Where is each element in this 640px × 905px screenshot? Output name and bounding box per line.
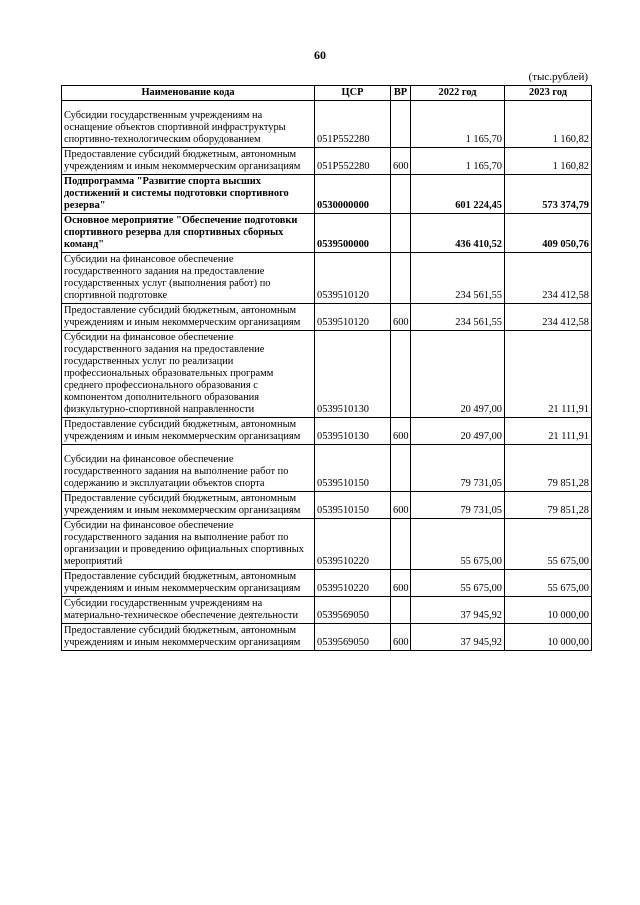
table-row — [62, 492, 592, 519]
row-name-cell-text: Предоставление субсидий бюджетным, автономным учреждениям и иным некоммерческим организациям — [64, 149, 301, 172]
row-2022-cell — [411, 304, 505, 331]
row-2023-cell — [505, 492, 592, 519]
row-csr-cell-text: 0539510150 — [317, 505, 369, 516]
row-name-cell-text: Предоставление субсидий бюджетным, автономным учреждениям и иным некоммерческим организациям — [64, 305, 301, 328]
row-name-cell — [62, 492, 315, 519]
row-csr-cell-text: 0539500000 — [317, 239, 369, 250]
row-name-cell — [62, 304, 315, 331]
row-2023-cell — [505, 445, 592, 492]
row-csr-cell-text: 0539510130 — [317, 404, 369, 415]
row-name-cell-text: Предоставление субсидий бюджетным, автономным учреждениям и иным некоммерческим организациям — [64, 419, 301, 442]
table-row — [62, 253, 592, 304]
row-csr-cell — [315, 304, 391, 331]
row-name-cell-text: Субсидии на финансовое обеспечение государственного задания на выполнение работ по содержанию и эксплуатации объектов спорта — [64, 454, 289, 489]
row-vr-cell — [391, 304, 411, 331]
row-vr-cell — [391, 624, 411, 651]
row-name-cell — [62, 519, 315, 570]
row-name-cell — [62, 101, 315, 148]
table-row — [62, 148, 592, 175]
row-vr-cell-text: 600 — [393, 317, 409, 328]
row-name-cell — [62, 331, 315, 418]
row-2022-cell — [411, 597, 505, 624]
row-csr-cell — [315, 597, 391, 624]
row-name-cell — [62, 418, 315, 445]
units-label: (тыс.рублей) — [528, 71, 588, 83]
table-row — [62, 597, 592, 624]
row-2022-cell-text: 55 675,00 — [460, 583, 502, 594]
row-2022-cell — [411, 519, 505, 570]
row-csr-cell — [315, 175, 391, 214]
row-2023-cell-text: 10 000,00 — [547, 610, 589, 621]
row-vr-cell — [391, 445, 411, 492]
row-name-cell — [62, 253, 315, 304]
header-2023: 2023 год — [505, 86, 592, 101]
row-2023-cell-text: 234 412,58 — [542, 317, 589, 328]
row-2023-cell-text: 79 851,28 — [547, 478, 589, 489]
row-2022-cell — [411, 253, 505, 304]
row-csr-cell — [315, 445, 391, 492]
row-name-cell-text: Субсидии на финансовое обеспечение государственного задания на предоставление государственных услуг (выполнения работ) по спортивной подготовке — [64, 254, 271, 301]
row-2022-cell — [411, 214, 505, 253]
row-csr-cell-text: 051P552280 — [317, 161, 370, 172]
row-csr-cell-text: 051P552280 — [317, 134, 370, 145]
header-name: Наименование кода — [62, 86, 315, 101]
row-vr-cell-text: 600 — [393, 431, 409, 442]
row-csr-cell-text: 0530000000 — [317, 200, 369, 211]
row-2023-cell — [505, 175, 592, 214]
row-2023-cell-text: 234 412,58 — [542, 290, 589, 301]
row-name-cell-text: Подпрограмма "Развитие спорта высших достижений и системы подготовки спортивного резерва" — [64, 176, 289, 211]
row-csr-cell — [315, 148, 391, 175]
row-2022-cell-text: 20 497,00 — [460, 404, 502, 415]
row-2022-cell — [411, 624, 505, 651]
row-2022-cell-text: 55 675,00 — [460, 556, 502, 567]
row-csr-cell — [315, 253, 391, 304]
row-2023-cell — [505, 418, 592, 445]
row-name-cell-text: Предоставление субсидий бюджетным, автономным учреждениям и иным некоммерческим организациям — [64, 571, 301, 594]
row-vr-cell — [391, 101, 411, 148]
row-2022-cell — [411, 570, 505, 597]
row-2022-cell-text: 20 497,00 — [460, 431, 502, 442]
row-name-cell-text: Предоставление субсидий бюджетным, автономным учреждениям и иным некоммерческим организациям — [64, 493, 301, 516]
header-csr: ЦСР — [315, 86, 391, 101]
row-name-cell-text: Субсидии государственным учреждениям на оснащение объектов спортивной инфраструктуры спортивно-технологическим оборудованием — [64, 110, 286, 145]
table-row — [62, 101, 592, 148]
row-2023-cell-text: 79 851,28 — [547, 505, 589, 516]
row-name-cell — [62, 445, 315, 492]
row-2022-cell-text: 234 561,55 — [455, 290, 502, 301]
row-2022-cell-text: 234 561,55 — [455, 317, 502, 328]
row-2023-cell-text: 10 000,00 — [547, 637, 589, 648]
row-csr-cell — [315, 492, 391, 519]
row-2023-cell — [505, 331, 592, 418]
row-2023-cell — [505, 148, 592, 175]
row-name-cell-text: Субсидии на финансовое обеспечение государственного задания на предоставление государственных услуг по реализации профессиональных образовательных программ среднего профессионального образования с компонентом дополнительного образования физкультурно-спортивной направленности — [64, 332, 274, 415]
row-csr-cell — [315, 624, 391, 651]
table-row — [62, 418, 592, 445]
row-csr-cell — [315, 101, 391, 148]
row-name-cell-text: Субсидии на финансовое обеспечение государственного задания на выполнение работ по организации и проведению официальных спортивных мероприятий — [64, 520, 304, 567]
row-2022-cell — [411, 445, 505, 492]
row-csr-cell — [315, 214, 391, 253]
row-name-cell-text: Основное мероприятие "Обеспечение подготовки спортивного резерва для спортивных сборных команд" — [64, 215, 298, 250]
row-name-cell-text: Субсидии государственным учреждениям на материально-техническое обеспечение деятельности — [64, 598, 299, 621]
row-vr-cell — [391, 331, 411, 418]
table-row — [62, 624, 592, 651]
row-2023-cell — [505, 253, 592, 304]
row-vr-cell — [391, 214, 411, 253]
row-name-cell-text: Предоставление субсидий бюджетным, автономным учреждениям и иным некоммерческим организациям — [64, 625, 301, 648]
table-row — [62, 570, 592, 597]
row-vr-cell-text: 600 — [393, 583, 409, 594]
row-2023-cell — [505, 624, 592, 651]
row-2023-cell — [505, 214, 592, 253]
row-2022-cell — [411, 331, 505, 418]
row-vr-cell — [391, 253, 411, 304]
row-vr-cell-text: 600 — [393, 161, 409, 172]
row-2023-cell-text: 409 050,76 — [542, 239, 589, 250]
table-row — [62, 214, 592, 253]
row-2022-cell-text: 1 165,70 — [465, 161, 502, 172]
row-2023-cell — [505, 597, 592, 624]
row-csr-cell-text: 0539510220 — [317, 556, 369, 567]
row-2022-cell — [411, 148, 505, 175]
row-csr-cell-text: 0539569050 — [317, 610, 369, 621]
header-vr: ВР — [391, 86, 411, 101]
table-row — [62, 331, 592, 418]
row-2023-cell — [505, 304, 592, 331]
row-2022-cell-text: 37 945,92 — [460, 610, 502, 621]
row-csr-cell — [315, 519, 391, 570]
table-header-row — [62, 86, 592, 101]
row-csr-cell-text: 0539510130 — [317, 431, 369, 442]
row-name-cell — [62, 597, 315, 624]
table-row — [62, 175, 592, 214]
row-csr-cell-text: 0539510220 — [317, 583, 369, 594]
row-vr-cell-text: 600 — [393, 637, 409, 648]
row-vr-cell — [391, 492, 411, 519]
row-2023-cell-text: 573 374,79 — [542, 200, 589, 211]
row-2022-cell — [411, 175, 505, 214]
row-name-cell — [62, 214, 315, 253]
row-2022-cell-text: 436 410,52 — [455, 239, 502, 250]
row-vr-cell — [391, 597, 411, 624]
row-vr-cell — [391, 418, 411, 445]
row-vr-cell — [391, 175, 411, 214]
row-vr-cell — [391, 570, 411, 597]
row-2022-cell-text: 37 945,92 — [460, 637, 502, 648]
row-2022-cell-text: 79 731,05 — [460, 505, 502, 516]
row-2022-cell — [411, 101, 505, 148]
budget-table — [61, 85, 592, 651]
table-row — [62, 304, 592, 331]
row-2023-cell-text: 1 160,82 — [552, 134, 589, 145]
row-csr-cell — [315, 570, 391, 597]
row-2023-cell — [505, 519, 592, 570]
row-2023-cell-text: 21 111,91 — [548, 431, 589, 442]
table-row — [62, 519, 592, 570]
row-csr-cell — [315, 418, 391, 445]
row-2022-cell — [411, 418, 505, 445]
row-name-cell — [62, 148, 315, 175]
row-2023-cell-text: 21 111,91 — [548, 404, 589, 415]
row-2023-cell — [505, 101, 592, 148]
row-2023-cell-text: 55 675,00 — [547, 556, 589, 567]
row-2022-cell-text: 1 165,70 — [465, 134, 502, 145]
row-csr-cell — [315, 331, 391, 418]
page-number: 60 — [314, 48, 326, 62]
row-2023-cell-text: 1 160,82 — [552, 161, 589, 172]
row-2022-cell-text: 79 731,05 — [460, 478, 502, 489]
row-2023-cell-text: 55 675,00 — [547, 583, 589, 594]
row-vr-cell-text: 600 — [393, 505, 409, 516]
table-body — [62, 101, 592, 651]
row-csr-cell-text: 0539510120 — [317, 317, 369, 328]
row-name-cell — [62, 175, 315, 214]
row-name-cell — [62, 570, 315, 597]
row-vr-cell — [391, 519, 411, 570]
row-csr-cell-text: 0539510150 — [317, 478, 369, 489]
row-name-cell — [62, 624, 315, 651]
header-2022: 2022 год — [411, 86, 505, 101]
table-row — [62, 445, 592, 492]
row-csr-cell-text: 0539569050 — [317, 637, 369, 648]
row-2022-cell-text: 601 224,45 — [455, 200, 502, 211]
row-2022-cell — [411, 492, 505, 519]
row-csr-cell-text: 0539510120 — [317, 290, 369, 301]
row-2023-cell — [505, 570, 592, 597]
row-vr-cell — [391, 148, 411, 175]
